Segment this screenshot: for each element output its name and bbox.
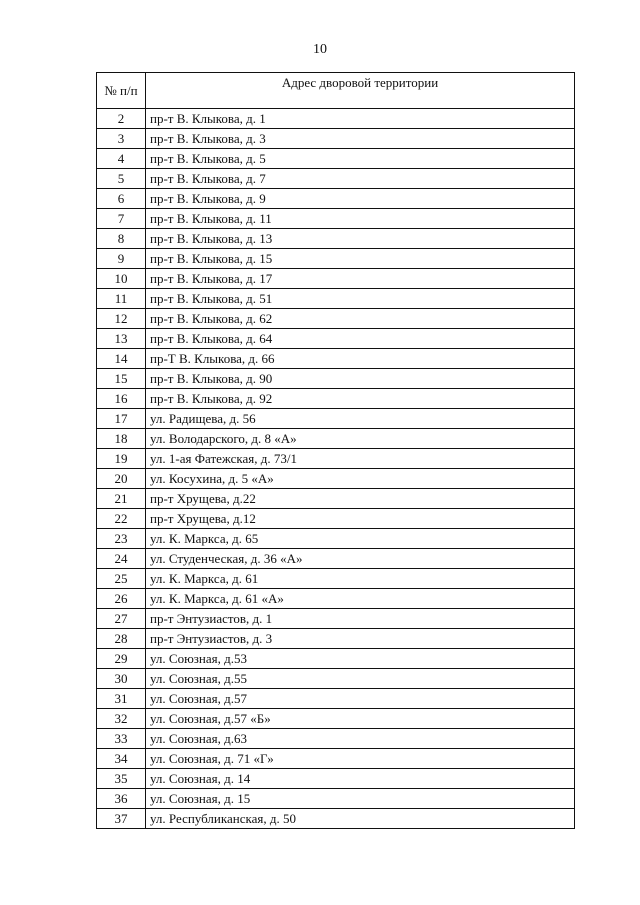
table-row <box>97 229 575 249</box>
row-number-cell: 16 <box>97 389 146 409</box>
table-header-row <box>97 73 575 109</box>
table-row <box>97 429 575 449</box>
row-number-cell: 37 <box>97 809 146 829</box>
column-header-number: № п/п <box>97 73 146 109</box>
address-cell: ул. Володарского, д. 8 «А» <box>146 429 575 449</box>
table-row <box>97 109 575 129</box>
row-number-cell: 6 <box>97 189 146 209</box>
address-cell: ул. 1-ая Фатежская, д. 73/1 <box>146 449 575 469</box>
table-row <box>97 749 575 769</box>
address-cell: ул. Союзная, д. 71 «Г» <box>146 749 575 769</box>
table-row <box>97 269 575 289</box>
table-row <box>97 709 575 729</box>
table-row <box>97 589 575 609</box>
table-row <box>97 609 575 629</box>
table-row <box>97 209 575 229</box>
table-row <box>97 309 575 329</box>
address-cell: ул. Союзная, д. 14 <box>146 769 575 789</box>
address-cell: пр-т Хрущева, д.22 <box>146 489 575 509</box>
table-body <box>97 109 575 829</box>
address-cell: ул. К. Маркса, д. 61 <box>146 569 575 589</box>
row-number-cell: 19 <box>97 449 146 469</box>
address-cell: пр-т Энтузиастов, д. 1 <box>146 609 575 629</box>
row-number-cell: 11 <box>97 289 146 309</box>
row-number-cell: 17 <box>97 409 146 429</box>
column-header-address: Адрес дворовой территории <box>146 73 575 109</box>
table-row <box>97 169 575 189</box>
address-cell: ул. Республиканская, д. 50 <box>146 809 575 829</box>
row-number-cell: 36 <box>97 789 146 809</box>
table-row <box>97 549 575 569</box>
row-number-cell: 18 <box>97 429 146 449</box>
row-number-cell: 9 <box>97 249 146 269</box>
page-number: 10 <box>313 42 327 57</box>
table-row <box>97 389 575 409</box>
address-cell: ул. Союзная, д.53 <box>146 649 575 669</box>
table-row <box>97 509 575 529</box>
row-number-cell: 15 <box>97 369 146 389</box>
address-cell: пр-т В. Клыкова, д. 13 <box>146 229 575 249</box>
address-table <box>96 72 575 829</box>
address-cell: пр-т В. Клыкова, д. 15 <box>146 249 575 269</box>
row-number-cell: 35 <box>97 769 146 789</box>
row-number-cell: 30 <box>97 669 146 689</box>
table-row <box>97 729 575 749</box>
table-row <box>97 489 575 509</box>
row-number-cell: 34 <box>97 749 146 769</box>
row-number-cell: 27 <box>97 609 146 629</box>
table-row <box>97 569 575 589</box>
address-cell: пр-т В. Клыкова, д. 1 <box>146 109 575 129</box>
table-row <box>97 649 575 669</box>
address-cell: пр-т В. Клыкова, д. 17 <box>146 269 575 289</box>
address-cell: пр-т В. Клыкова, д. 11 <box>146 209 575 229</box>
table-row <box>97 529 575 549</box>
row-number-cell: 23 <box>97 529 146 549</box>
table-row <box>97 349 575 369</box>
address-cell: ул. Союзная, д.57 <box>146 689 575 709</box>
row-number-cell: 7 <box>97 209 146 229</box>
row-number-cell: 28 <box>97 629 146 649</box>
table-row <box>97 329 575 349</box>
row-number-cell: 20 <box>97 469 146 489</box>
address-cell: ул. К. Маркса, д. 61 «А» <box>146 589 575 609</box>
table-row <box>97 469 575 489</box>
table-row <box>97 189 575 209</box>
row-number-cell: 13 <box>97 329 146 349</box>
row-number-cell: 31 <box>97 689 146 709</box>
table-row <box>97 149 575 169</box>
address-cell: пр-т В. Клыкова, д. 3 <box>146 129 575 149</box>
address-cell: пр-т В. Клыкова, д. 51 <box>146 289 575 309</box>
address-cell: пр-т В. Клыкова, д. 9 <box>146 189 575 209</box>
address-cell: ул. Косухина, д. 5 «А» <box>146 469 575 489</box>
address-cell: пр-т В. Клыкова, д. 64 <box>146 329 575 349</box>
address-cell: ул. Союзная, д. 15 <box>146 789 575 809</box>
row-number-cell: 21 <box>97 489 146 509</box>
address-cell: ул. Союзная, д.55 <box>146 669 575 689</box>
row-number-cell: 25 <box>97 569 146 589</box>
row-number-cell: 2 <box>97 109 146 129</box>
row-number-cell: 24 <box>97 549 146 569</box>
address-cell: пр-т В. Клыкова, д. 62 <box>146 309 575 329</box>
table-row <box>97 449 575 469</box>
table-row <box>97 769 575 789</box>
row-number-cell: 14 <box>97 349 146 369</box>
table-row <box>97 809 575 829</box>
row-number-cell: 22 <box>97 509 146 529</box>
table-row <box>97 629 575 649</box>
address-cell: ул. Союзная, д.57 «Б» <box>146 709 575 729</box>
address-cell: пр-т В. Клыкова, д. 92 <box>146 389 575 409</box>
row-number-cell: 12 <box>97 309 146 329</box>
table-row <box>97 789 575 809</box>
address-cell: ул. Студенческая, д. 36 «А» <box>146 549 575 569</box>
row-number-cell: 29 <box>97 649 146 669</box>
row-number-cell: 8 <box>97 229 146 249</box>
row-number-cell: 10 <box>97 269 146 289</box>
table-row <box>97 669 575 689</box>
row-number-cell: 26 <box>97 589 146 609</box>
row-number-cell: 33 <box>97 729 146 749</box>
address-cell: пр-Т В. Клыкова, д. 66 <box>146 349 575 369</box>
table-row <box>97 369 575 389</box>
address-cell: пр-т В. Клыкова, д. 5 <box>146 149 575 169</box>
address-cell: ул. К. Маркса, д. 65 <box>146 529 575 549</box>
table-row <box>97 409 575 429</box>
address-cell: пр-т В. Клыкова, д. 7 <box>146 169 575 189</box>
row-number-cell: 32 <box>97 709 146 729</box>
row-number-cell: 4 <box>97 149 146 169</box>
table-row <box>97 689 575 709</box>
table-row <box>97 129 575 149</box>
row-number-cell: 3 <box>97 129 146 149</box>
table-row <box>97 289 575 309</box>
address-cell: пр-т Энтузиастов, д. 3 <box>146 629 575 649</box>
address-cell: ул. Союзная, д.63 <box>146 729 575 749</box>
table-row <box>97 249 575 269</box>
address-cell: ул. Радищева, д. 56 <box>146 409 575 429</box>
address-cell: пр-т Хрущева, д.12 <box>146 509 575 529</box>
address-cell: пр-т В. Клыкова, д. 90 <box>146 369 575 389</box>
row-number-cell: 5 <box>97 169 146 189</box>
